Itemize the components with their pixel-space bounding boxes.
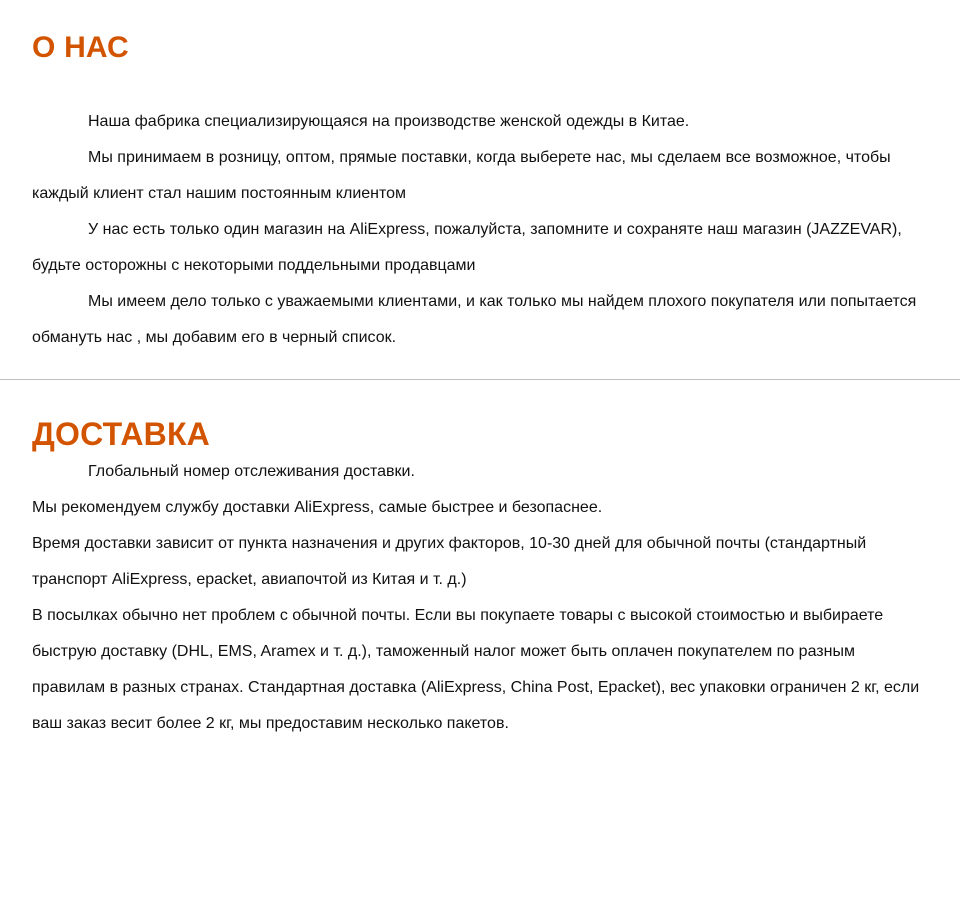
delivery-text xyxy=(32,454,932,742)
about-paragraph-2: Мы принимаем в розницу, оптом, прямые поставки, когда выберете нас, мы сделаем все возможное, чтобы каждый клиент стал нашим постоянным клиентом xyxy=(32,149,891,202)
delivery-paragraph-3: Время доставки зависит от пункта назначения и других факторов, 10-30 дней для обычной почты (стандартный транспорт AliExpress, epacket, авиапочтой из Китая и т. д.) xyxy=(32,535,867,588)
delivery-section xyxy=(32,414,932,742)
delivery-paragraph-1: Глобальный номер отслеживания доставки. xyxy=(88,463,415,480)
section-divider xyxy=(0,379,960,380)
about-section xyxy=(32,28,932,356)
delivery-paragraph-4: В посылках обычно нет проблем с обычной почты. Если вы покупаете товары с высокой стоимостью и выбираете быструю доставку (DHL, EMS, Aramex и т. д.), таможенный налог может быть оплачен покупателем по разным правилам в разных странах. Стандартная доставка (AliExpress, China Post, Epacket), вес упаковки ограничен 2 кг, если ваш заказ весит более 2 кг, мы предоставим несколько пакетов. xyxy=(32,607,920,732)
about-paragraph-3: У нас есть только один магазин на AliExpress, пожалуйста, запомните и сохраняте наш магазин (JAZZEVAR), будьте осторожны с некоторыми поддельными продавцами xyxy=(32,221,902,274)
about-title: О НАС xyxy=(32,31,129,64)
about-paragraph-1: Наша фабрика специализирующаяся на производстве женской одежды в Китае. xyxy=(88,113,690,130)
about-text xyxy=(32,104,932,356)
about-paragraph-4: Мы имеем дело только с уважаемыми клиентами, и как только мы найдем плохого покупателя или попытается обмануть нас , мы добавим его в черный список. xyxy=(32,293,917,346)
delivery-paragraph-2: Мы рекомендуем службу доставки AliExpress, самые быстрее и безопаснее. xyxy=(32,499,603,516)
delivery-title: ДОСТАВКА xyxy=(32,416,210,452)
